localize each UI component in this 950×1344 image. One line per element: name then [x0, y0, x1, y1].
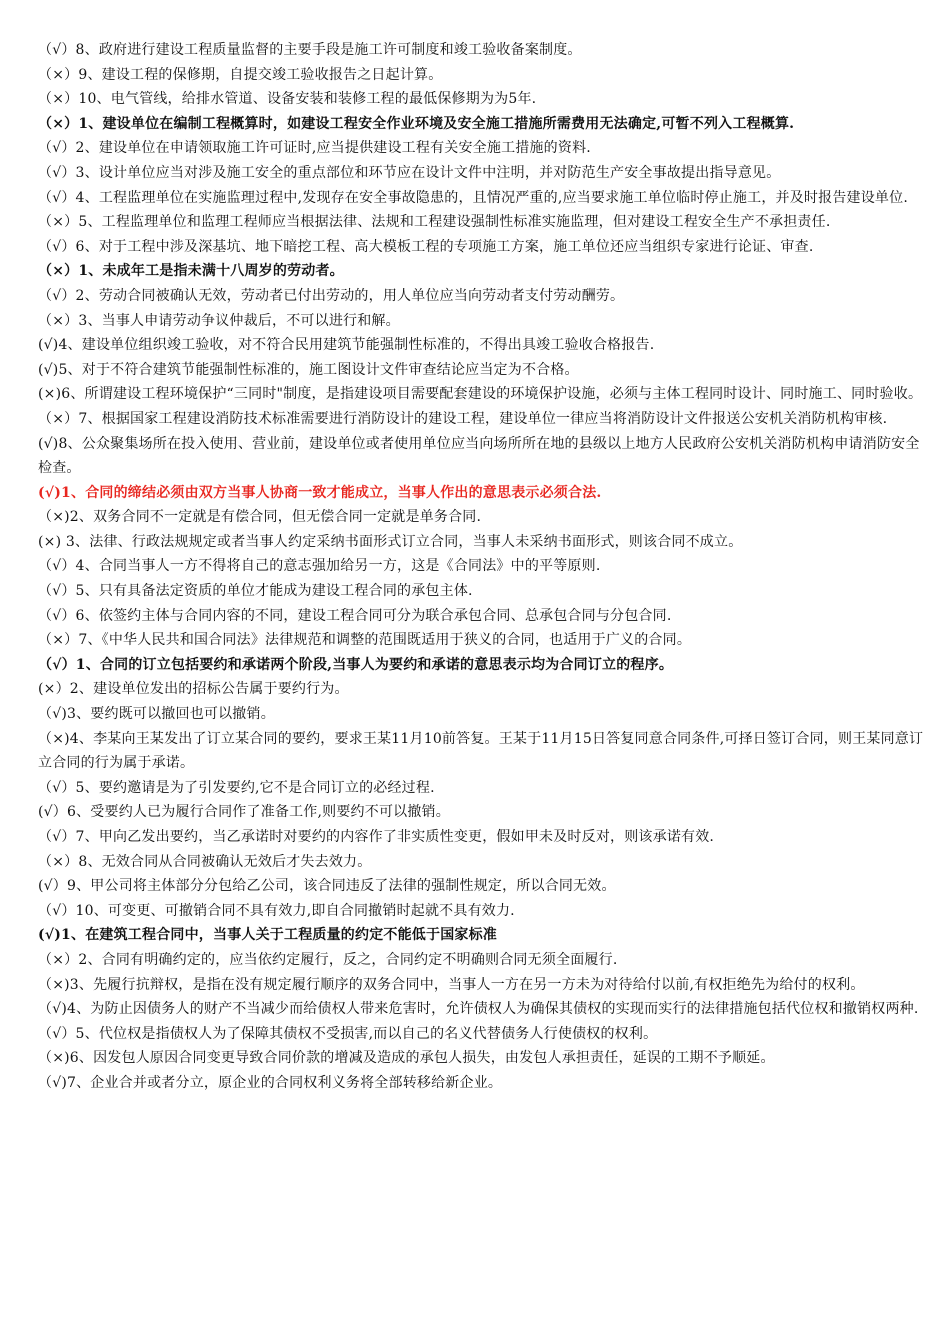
document-line: （√)7、企业合并或者分立，原企业的合同权利义务将全部转移给新企业。: [38, 1074, 503, 1091]
document-line: （×）7、《中华人民共和国合同法》法律规范和调整的范围既适用于狭义的合同，也适用于广义的合同。: [38, 632, 692, 649]
document-line: （√）10、可变更、可撤销合同不具有效力,即自合同撤销时起就不具有效力.: [38, 902, 515, 919]
document-line: (×)6、所谓建设工程环境保护“三同时"制度，是指建设项目需要配套建设的环境保护设施，必须与主体工程同时设计、同时施工、同时验收。: [38, 386, 923, 403]
document-line: （√)4、为防止因债务人的财产不当减少而给债权人带来危害时，允许债权人为确保其债权的实现而实行的法律措施包括代位权和撤销权两种.: [38, 1001, 919, 1018]
document-line: （×）1、未成年工是指未满十八周岁的劳动者。: [38, 263, 344, 280]
document-line: (√)4、建设单位组织竣工验收，对不符合民用建筑节能强制性标准的，不得出具竣工验收合格报告.: [38, 337, 655, 354]
document-line: (√)1、合同的缔结必须由双方当事人协商一致才能成立，当事人作出的意思表示必须合法.: [38, 484, 602, 501]
document-line: （×）10、电气管线，给排水管道、设备安装和装修工程的最低保修期为为5年.: [38, 91, 537, 108]
document-line: （√）2、劳动合同被确认无效，劳动者已付出劳动的，用人单位应当向劳动者支付劳动酬劳。: [38, 287, 625, 304]
document-line: (√）6、受要约人已为履行合同作了准备工作,则要约不可以撤销。: [38, 804, 450, 821]
document-line: (√)8、公众聚集场所在投入使用、营业前，建设单位或者使用单位应当向场所所在地的县级以上地方人民政府公安机关消防机构申请消防安全检查。: [38, 435, 920, 477]
document-line: （×）1、建设单位在编制工程概算时，如建设工程安全作业环境及安全施工措施所需费用无法确定,可暂不列入工程概算.: [38, 115, 795, 132]
document-line: (√)5、对于不符合建筑节能强制性标准的，施工图设计文件审查结论应当定为不合格。: [38, 361, 579, 378]
document-line: （√）4、合同当事人一方不得将自己的意志强加给另一方，这是《合同法》中的平等原则.: [38, 558, 601, 575]
document-line: （√）5、要约邀请是为了引发要约,它不是合同订立的必经过程.: [38, 779, 435, 796]
document-line: （×）8、无效合同从合同被确认无效后才失去效力。: [38, 853, 372, 870]
document-line: （×）2、合同有明确约定的，应当依约定履行，反之，合同约定不明确则合同无须全面履行.: [38, 951, 618, 968]
document-line: （√)3、要约既可以撤回也可以撤销。: [38, 706, 275, 723]
document-line: （√）2、建设单位在申请领取施工许可证时,应当提供建设工程有关安全施工措施的资料.: [38, 140, 591, 157]
document-line: （√）1、合同的订立包括要约和承诺两个阶段,当事人为要约和承诺的意思表示均为合同订立的程序。: [38, 656, 674, 673]
document-line: （√）7、甲向乙发出要约，当乙承诺时对要约的内容作了非实质性变更，假如甲未及时反对，则该承诺有效.: [38, 829, 715, 845]
document-line: （×）9、建设工程的保修期，自提交竣工验收报告之日起计算。: [38, 66, 443, 83]
document-line: (√）9、甲公司将主体部分分包给乙公司，该合同违反了法律的强制性规定，所以合同无效。: [38, 878, 616, 895]
document-line: （√）8、政府进行建设工程质量监督的主要手段是施工许可制度和竣工验收备案制度。: [38, 42, 582, 58]
document-line: (√)1、在建筑工程合同中，当事人关于工程质量的约定不能低于国家标准: [38, 927, 497, 944]
document-line: （√）4、工程监理单位在实施监理过程中,发现存在安全事故隐患的，且情况严重的,应当要求施工单位临时停止施工，并及时报告建设单位.: [38, 189, 908, 206]
document-line: （√）6、依签约主体与合同内容的不同，建设工程合同可分为联合承包合同、总承包合同与分包合同.: [38, 607, 672, 624]
document-line: （√）5、代位权是指债权人为了保障其债权不受损害,而以自己的名义代替债务人行使债权的权利。: [38, 1025, 658, 1042]
document-line: （×）5、工程监理单位和监理工程师应当根据法律、法规和工程建设强制性标准实施监理，但对建设工程安全生产不承担责任.: [38, 214, 831, 231]
document-line: （×)2、双务合同不一定就是有偿合同，但无偿合同一定就是单务合同.: [38, 509, 482, 526]
document-line: （×）7、根据国家工程建设消防技术标准需要进行消防设计的建设工程，建设单位一律应当将消防设计文件报送公安机关消防机构审核.: [38, 410, 888, 427]
document-line: （√）3、设计单位应当对涉及施工安全的重点部位和环节应在设计文件中注明，并对防范生产安全事故提出指导意见。: [38, 164, 781, 181]
document-line: (×）2、建设单位发出的招标公告属于要约行为。: [38, 681, 349, 698]
document-line: (×) 3、法律、行政法规规定或者当事人约定采纳书面形式订立合同，当事人未采纳书面形式，则该合同不成立。: [38, 533, 743, 550]
document-line: （×)3、先履行抗辩权，是指在没有规定履行顺序的双务合同中，当事人一方在另一方未为对待给付以前,有权拒绝先为给付的权利。: [38, 976, 865, 993]
document-line: （×)6、因发包人原因合同变更导致合同价款的增减及造成的承包人损失，由发包人承担责任，延误的工期不予顺延。: [38, 1050, 775, 1067]
document-line: （√）5、只有具备法定资质的单位才能成为建设工程合同的承包主体.: [38, 583, 473, 600]
document-line: （×)4、李某向王某发出了订立某合同的要约，要求王某11月10前答复。王某于11月15日答复同意合同条件,可择日签订合同，则王某同意订立合同的行为属于承诺。: [38, 730, 924, 772]
document-line: （×）3、当事人申请劳动争议仲裁后，不可以进行和解。: [38, 312, 400, 329]
document-line: （√）6、对于工程中涉及深基坑、地下暗挖工程、高大模板工程的专项施工方案，施工单位还应当组织专家进行论证、审查.: [38, 238, 814, 255]
